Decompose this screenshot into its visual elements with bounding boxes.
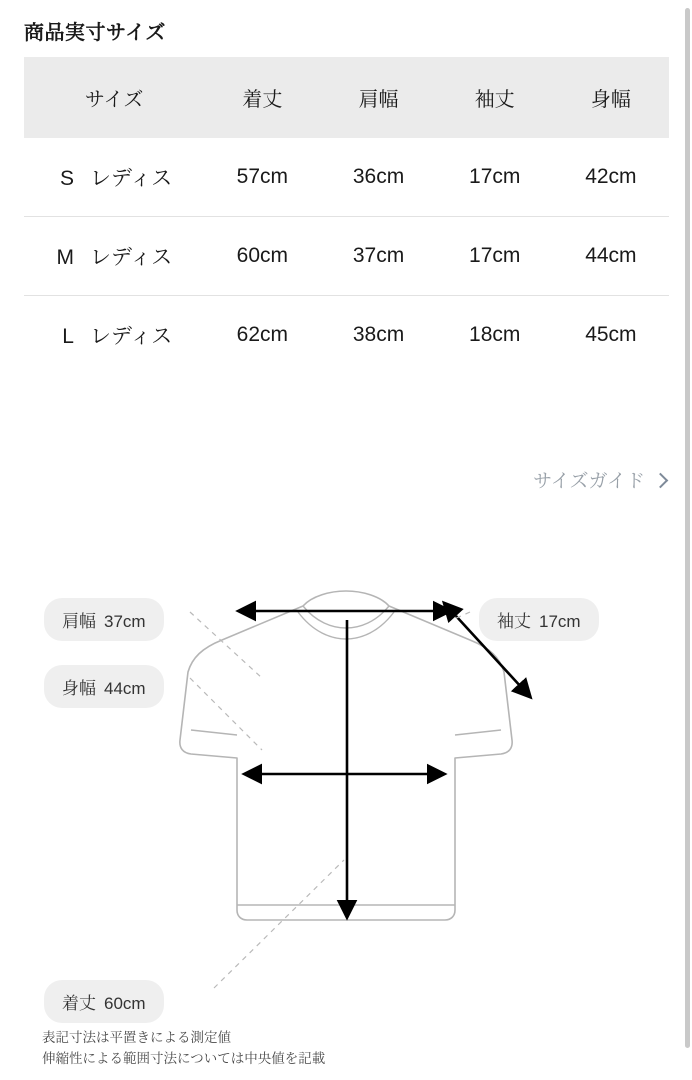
scrollbar-track[interactable] [684, 0, 692, 1080]
tag-body-width-label: 身幅 [62, 679, 96, 698]
scrollbar-thumb[interactable] [685, 8, 690, 1048]
tag-body-width-value: 44cm [104, 679, 146, 698]
chevron-right-icon [653, 473, 669, 489]
size-letter: L [62, 325, 74, 348]
cell-sleeve: 18cm [469, 323, 521, 346]
cell-shoulder: 38cm [352, 323, 405, 346]
cell-size [24, 217, 204, 296]
column-header-size: サイズ [84, 89, 144, 111]
table-row [24, 296, 669, 375]
table-header-row [24, 57, 669, 138]
cell-size [24, 296, 204, 375]
tag-shoulder-label: 肩幅 [62, 612, 96, 631]
table-row [24, 217, 669, 296]
size-label [56, 320, 172, 350]
tag-length-label: 着丈 [62, 994, 96, 1013]
size-letter: S [59, 167, 74, 190]
size-table-header [24, 57, 669, 138]
size-table [24, 57, 669, 374]
cell-width: 44cm [585, 244, 637, 267]
tag-length-value: 60cm [104, 994, 146, 1013]
size-label [56, 162, 172, 192]
tag-length [44, 980, 164, 1023]
cell-width: 45cm [585, 323, 637, 346]
cell-length: 57cm [236, 165, 289, 188]
size-guide-link[interactable] [533, 466, 666, 493]
column-header-sleeve: 袖丈 [474, 89, 515, 111]
cell-size [24, 138, 204, 217]
size-guide-label: サイズガイド [533, 471, 645, 492]
cell-width: 42cm [585, 165, 637, 188]
footnote-line-1: 表記寸法は平置きによる測定値 [42, 1030, 231, 1045]
garment-measurement-diagram [0, 560, 692, 1030]
cell-shoulder: 36cm [352, 165, 405, 188]
column-header-width: 身幅 [590, 89, 631, 111]
cell-length: 62cm [236, 323, 289, 346]
size-letter: M [56, 246, 74, 269]
cell-length: 60cm [236, 244, 289, 267]
cell-sleeve: 17cm [469, 165, 521, 188]
size-name: レディス [89, 325, 173, 348]
tag-shoulder-value: 37cm [104, 612, 146, 631]
tag-body-width [44, 665, 164, 708]
page-title: 商品実寸サイズ [24, 22, 166, 44]
cell-sleeve: 17cm [469, 244, 521, 267]
tag-sleeve [479, 598, 599, 641]
tag-shoulder [44, 598, 164, 641]
column-header-shoulder: 肩幅 [358, 89, 399, 111]
size-label [56, 241, 172, 271]
tag-sleeve-label: 袖丈 [497, 612, 531, 631]
tag-sleeve-value: 17cm [539, 612, 581, 631]
footnotes [42, 1028, 325, 1070]
size-name: レディス [89, 246, 173, 269]
column-header-length: 着丈 [242, 89, 283, 111]
size-table-body [24, 138, 669, 374]
cell-shoulder: 37cm [352, 244, 405, 267]
table-row [24, 138, 669, 217]
size-name: レディス [89, 167, 173, 190]
footnote-line-2: 伸縮性による範囲寸法については中央値を記載 [42, 1050, 326, 1066]
